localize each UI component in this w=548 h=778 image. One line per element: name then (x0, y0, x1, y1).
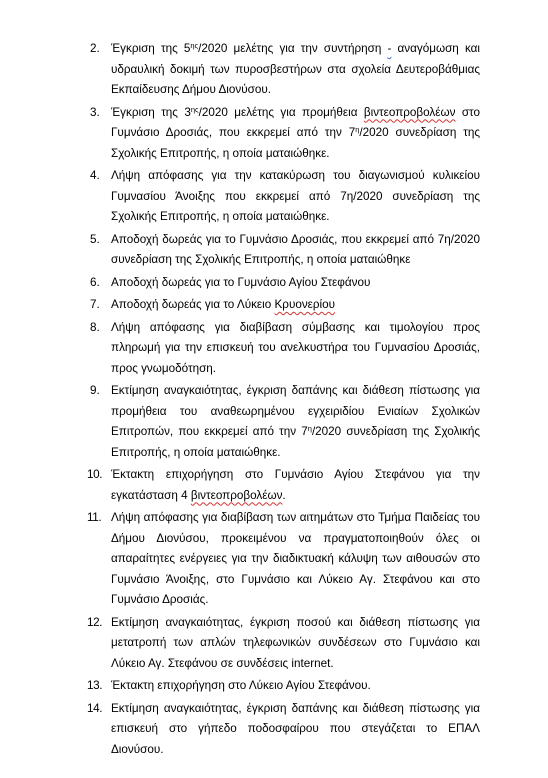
text-run: στο Γυμνάσιο Δροσιάς, που εκκρεμεί από την 7 (111, 105, 480, 139)
agenda-item-text (111, 381, 480, 463)
spellcheck-marked-text: βιντεοπροβολέων (190, 488, 283, 502)
agenda-item (0, 39, 548, 101)
spellcheck-marked-text: Κρυονερίου (274, 298, 336, 311)
agenda-item-text (111, 508, 480, 611)
text-run: Αποδοχή δωρεάς για το Γυμνάσιο Δροσιάς, που εκκρεμεί από 7η/2020 συνεδρίαση της Σχολικής Επιτροπής, η οποία ματαιώθηκε (111, 232, 480, 266)
agenda-item-text (111, 465, 480, 506)
agenda-item (0, 676, 548, 697)
agenda-item (0, 699, 548, 761)
text-run: Αποδοχή δωρεάς για το Λύκειο (111, 298, 275, 311)
agenda-item-text (111, 676, 480, 697)
agenda-item-number: 10. (87, 468, 103, 481)
ordinal-superscript: η (307, 424, 312, 433)
agenda-item-number: 8. (90, 320, 100, 334)
text-run: Έγκριση της 3 (111, 105, 191, 119)
agenda-item (0, 613, 548, 675)
text-run: Έκτακτη επιχορήγηση στο Λύκειο Αγίου Στεφάνου. (111, 679, 371, 692)
agenda-item-number: 7. (90, 298, 100, 311)
agenda-item (0, 103, 548, 165)
agenda-item-text (111, 103, 480, 165)
agenda-item-number: 14. (87, 701, 103, 715)
agenda-item (0, 166, 548, 228)
ordinal-superscript: η (355, 125, 360, 134)
agenda-item-text (111, 230, 480, 271)
agenda-item-number: 9. (90, 384, 100, 397)
agenda-item-text (111, 273, 480, 294)
agenda-item-number: 12. (87, 615, 103, 629)
agenda-item-text (111, 318, 480, 380)
text-run: Εκτίμηση αναγκαιότητας, έγκριση δαπάνης και διάθεση πίστωσης για προμήθεια του αναθεωρημένου εγχειριδίου Ενιαίων Σχολικών Επιτροπών, που εκκρεμεί από την 7 (111, 384, 480, 438)
agenda-item-text (111, 699, 480, 761)
text-run: Εκτίμηση αναγκαιότητας, έγκριση ποσού και διάθεση πίστωσης για μετατροπή των απλών τηλεφωνικών συνδέσεων στο Γυμνάσιο και Λύκειο Αγ. Στεφάνου σε συνδέσεις internet. (111, 615, 480, 670)
agenda-item (0, 230, 548, 271)
text-run: Εκτίμηση αναγκαιότητας, έγκριση δαπάνης και διάθεση πίστωσης για επισκευή στο γήπεδο ποδοσφαίρου που στεγάζεται το ΕΠΑΛ Διονύσου. (111, 701, 480, 756)
text-run: Λήψη απόφασης για διαβίβαση σύμβασης και τιμολογίου προς πληρωμή για την επισκευή του ανελκυστήρα του Γυμνασίου Δροσιάς, προς γνωμοδότηση. (111, 320, 480, 375)
agenda-item-number: 5. (90, 232, 100, 246)
agenda-item-number: 4. (90, 169, 100, 182)
text-run: Λήψη απόφασης για την κατακύρωση του διαγωνισμού κυλικείου Γυμνασίου Άνοιξης που εκκρεμεί από 7η/2020 συνεδρίαση της Σχολικής Επιτροπής, η οποία ματαιώθηκε. (111, 169, 480, 223)
text-run: /2020 μελέτης για την συντήρηση (198, 42, 388, 55)
text-run: /2020 συνεδρίαση της Σχολικής Επιτροπής, η οποία ματαιώθηκε. (111, 126, 480, 160)
text-run: αναγόμωση και υδραυλική δοκιμή των πυροσβεστήρων στα σχολεία Δευτεροβάθμιας Εκπαίδευσης Δήμου Διονύσου. (111, 42, 480, 96)
agenda-item (0, 508, 548, 611)
text-run: Αποδοχή δωρεάς για το Γυμνάσιο Αγίου Στεφάνου (111, 275, 371, 289)
agenda-item-text (111, 39, 480, 101)
agenda-item (0, 381, 548, 463)
agenda-item-number: 13. (87, 679, 103, 692)
text-run: /2020 μελέτης για προμήθεια (198, 105, 364, 119)
agenda-item-number: 11. (87, 511, 102, 524)
text-run: . (282, 488, 286, 502)
agenda-item (0, 295, 548, 316)
agenda-item-text (111, 166, 480, 228)
agenda-item-text (111, 613, 480, 675)
ordinal-superscript: ης (190, 41, 199, 50)
text-run: Έγκριση της 5 (111, 42, 191, 55)
agenda-item-number: 2. (90, 42, 100, 55)
agenda-item-number: 6. (90, 275, 100, 289)
agenda-list (0, 39, 548, 762)
agenda-item (0, 318, 548, 380)
agenda-item-text (111, 295, 480, 316)
agenda-item (0, 465, 548, 506)
spellcheck-marked-text: - (387, 42, 392, 55)
ordinal-superscript: ης (190, 104, 199, 114)
spellcheck-marked-text: βιντεοπροβολέων (363, 105, 456, 119)
text-run: Έκτακτη επιχορήγηση στο Γυμνάσιο Αγίου Στεφάνου για την εγκατάσταση 4 (111, 468, 480, 502)
agenda-item-number: 3. (90, 105, 100, 119)
text-run: Λήψη απόφασης για διαβίβαση των αιτημάτων στο Τμήμα Παιδείας του Δήμου Διονύσου, προκειμένου να πραγματοποιηθούν όλες οι απαραίτητες ενέργειες για την διαδικτυακή κάλυψη των αιθουσών στο Γυμνάσιο Άνοιξης, στο Γυμνάσιο και Λύκειο Αγ. Στεφάνου και στο Γυμνάσιο Δροσιάς. (111, 511, 480, 606)
agenda-item (0, 273, 548, 294)
text-run: /2020 συνεδρίαση της Σχολικής Επιτροπής, η οποία ματαιώθηκε. (111, 425, 480, 459)
